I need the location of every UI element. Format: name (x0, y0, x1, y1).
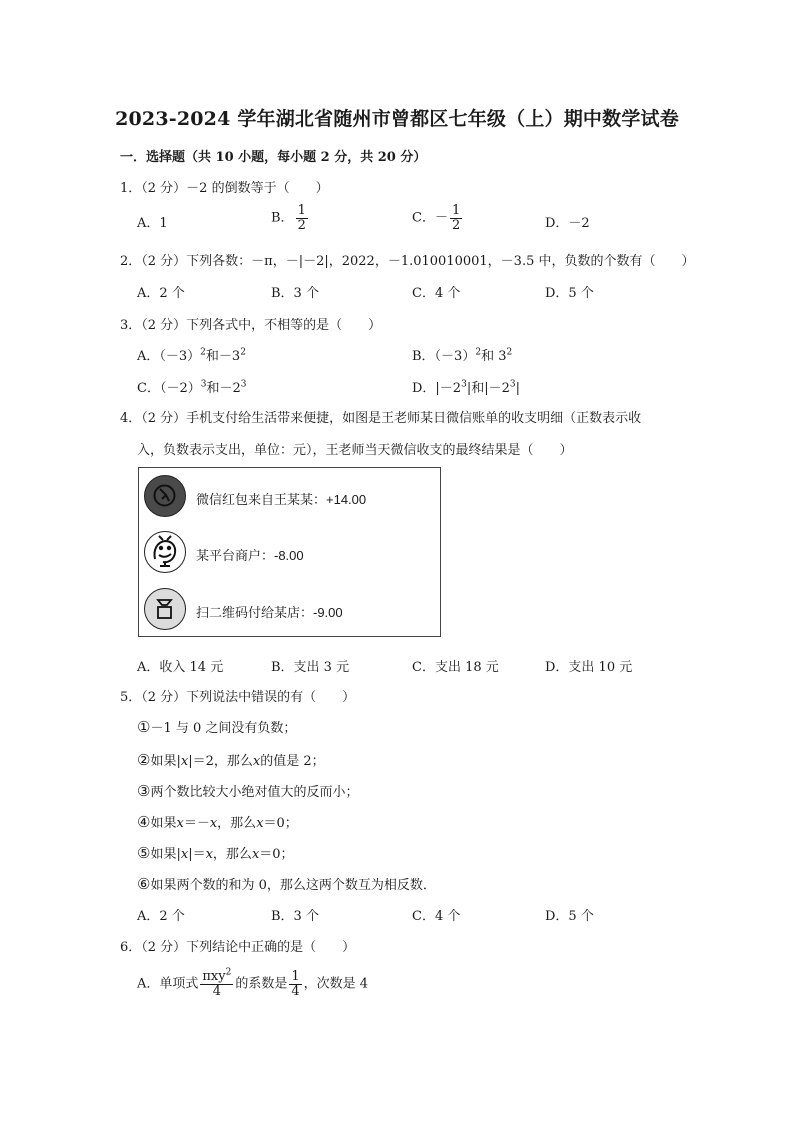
fraction: $\frac{1}{2}$ (297, 203, 306, 233)
question-6-stem: 6．（2 分）下列结论中正确的是（ ） (120, 940, 356, 955)
fraction: $\frac{\pi xy^2}{4}$ (202, 967, 232, 999)
q5-statement-5: ⑤如果|x|＝x，那么x＝0； (137, 844, 294, 862)
q3-option-d: D．$|-2^3|$和$|-2^3|$ (412, 379, 520, 396)
q4-option-c: C．支出 18 元 (412, 660, 499, 675)
bill-row (144, 531, 436, 579)
q1-option-a: A．1 (137, 216, 168, 231)
bill-entry-label: 某平台商户：-8.00 (196, 548, 304, 563)
q5-option-a: A．2 个 (137, 909, 185, 924)
q2-option-b: B．3 个 (271, 286, 319, 301)
wechat-bill-figure (138, 467, 441, 637)
q1-option-d: D．－2 (545, 216, 590, 231)
bill-entry-label: 扫二维码付给某店：-9.00 (196, 605, 343, 620)
q5-statement-2: ②如果|x|＝2，那么x的值是 2； (137, 751, 325, 769)
question-4-stem-line2: 入，负数表示支出，单位：元），王老师当天微信收支的最终结果是（ ） (137, 443, 573, 458)
question-3-stem: 3．（2 分）下列各式中，不相等的是（ ） (120, 318, 382, 333)
qr-store-icon (144, 588, 186, 630)
bill-row (144, 588, 436, 636)
q4-option-a: A．收入 14 元 (137, 660, 224, 675)
bill-row (144, 475, 436, 523)
q6-option-a: A．单项式 $\frac{\pi xy^2}{4}$ 的系数是 $\frac{1}{4}$ ，次数是 4 (137, 967, 369, 999)
q3-option-b: B．$(-3)^2$和 $3^2$ (412, 347, 513, 364)
q5-option-c: C．4 个 (412, 909, 461, 924)
q4-option-b: B．支出 3 元 (271, 660, 350, 675)
q5-option-b: B．3 个 (271, 909, 319, 924)
bill-entry-label: 微信红包来自王某某：+14.00 (196, 492, 367, 507)
q5-statement-6: ⑥如果两个数的和为 0，那么这两个数互为相反数． (137, 875, 436, 893)
q1-option-c: C．－ $\frac{1}{2}$ (412, 203, 461, 233)
q4-option-d: D．支出 10 元 (545, 660, 633, 675)
q2-option-a: A．2 个 (137, 286, 185, 301)
section-heading: 一．选择题（共 10 小题，每小题 2 分，共 20 分） (120, 150, 427, 165)
page-title: 2023-2024 学年湖北省随州市曾都区七年级（上）期中数学试卷 (115, 108, 679, 130)
fraction: $\frac{1}{2}$ (451, 203, 461, 233)
question-2-stem: 2．（2 分）下列各数：－π，－|－2|，2022，－1.010010001，－3.5 中，负数的个数有（ ） (120, 254, 695, 269)
q5-statement-4: ④如果x＝－x，那么x＝0； (137, 813, 298, 831)
q3-option-c: C．$(-2)^3$和$-2^3$ (137, 379, 247, 396)
q3-option-a: A．$(-3)^2$和$-3^2$ (137, 347, 246, 364)
red-packet-icon (144, 475, 186, 517)
question-5-stem: 5．（2 分）下列说法中错误的有（ ） (120, 690, 356, 705)
question-1-stem: 1．（2 分）－2 的倒数等于（ ） (120, 181, 329, 196)
question-4-stem-line1: 4．（2 分）手机支付给生活带来便捷，如图是王老师某日微信账单的收支明细（正数表示收 (120, 411, 642, 426)
fraction: $\frac{1}{4}$ (291, 969, 300, 999)
q5-option-d: D．5 个 (545, 909, 594, 924)
q2-option-c: C．4 个 (412, 286, 461, 301)
merchant-cartoon-icon (144, 531, 186, 573)
q1-option-b: B． $\frac{1}{2}$ (271, 203, 306, 233)
q5-statement-1: ①－1 与 0 之间没有负数； (137, 718, 297, 736)
q5-statement-3: ③两个数比较大小绝对值大的反而小； (137, 782, 359, 800)
q2-option-d: D．5 个 (545, 286, 594, 301)
